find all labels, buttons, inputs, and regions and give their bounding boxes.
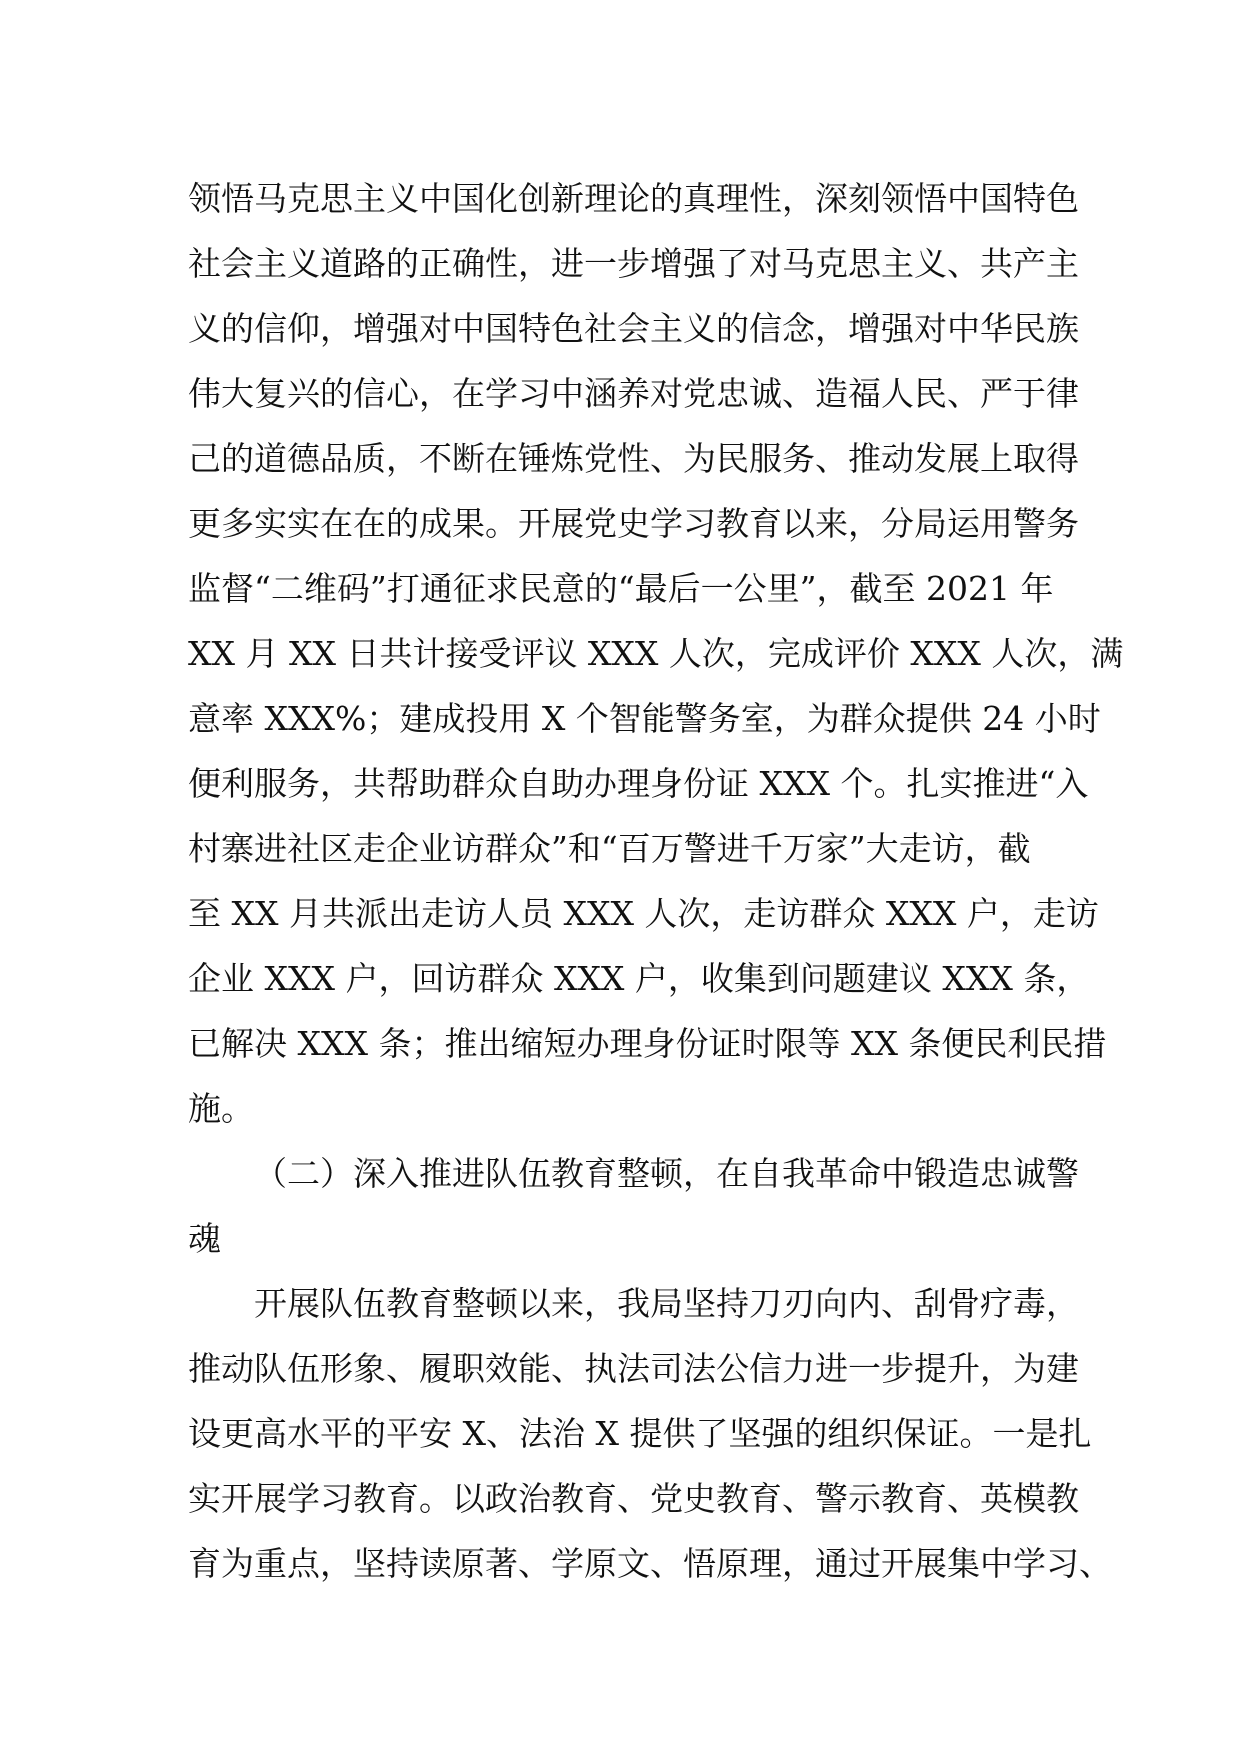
section-heading-line: （二）深入推进队伍教育整顿，在自我革命中锻造忠诚警 xyxy=(254,1154,1079,1193)
text-line: XX 月 XX 日共计接受评议 XXX 人次，完成评价 XXX 人次，满 xyxy=(188,634,1124,673)
text-line: 推动队伍形象、履职效能、执法司法公信力进一步提升，为建 xyxy=(188,1349,1079,1388)
text-line: 社会主义道路的正确性，进一步增强了对马克思主义、共产主 xyxy=(188,244,1079,283)
text-line: 村寨进社区走企业访群众”和“百万警进千万家”大走访，截 xyxy=(188,829,1031,868)
text-line: 己的道德品质，不断在锤炼党性、为民服务、推动发展上取得 xyxy=(188,439,1079,478)
section-heading-line: 魂 xyxy=(188,1219,221,1258)
document-body xyxy=(188,166,1124,1596)
text-line: 企业 XXX 户，回访群众 XXX 户，收集到问题建议 XXX 条， xyxy=(188,959,1090,998)
text-line: 伟大复兴的信心，在学习中涵养对党忠诚、造福人民、严于律 xyxy=(188,374,1079,413)
text-line: 更多实实在在的成果。开展党史学习教育以来，分局运用警务 xyxy=(188,504,1079,543)
text-line: 至 XX 月共派出走访人员 XXX 人次，走访群众 XXX 户，走访 xyxy=(188,894,1099,933)
text-line: 实开展学习教育。以政治教育、党史教育、警示教育、英模教 xyxy=(188,1479,1079,1518)
text-line: 义的信仰，增强对中国特色社会主义的信念，增强对中华民族 xyxy=(188,309,1079,348)
text-line: 意率 XXX%；建成投用 X 个智能警务室，为群众提供 24 小时 xyxy=(188,699,1101,738)
text-line: 设更高水平的平安 X、法治 X 提供了坚强的组织保证。一是扎 xyxy=(188,1414,1092,1453)
text-line: 育为重点，坚持读原著、学原文、悟原理，通过开展集中学习、 xyxy=(188,1544,1112,1583)
text-line: 领悟马克思主义中国化创新理论的真理性，深刻领悟中国特色 xyxy=(188,179,1079,218)
text-line: 开展队伍教育整顿以来，我局坚持刀刃向内、刮骨疗毒， xyxy=(254,1284,1079,1323)
text-line: 便利服务，共帮助群众自助办理身份证 XXX 个。扎实推进“入 xyxy=(188,764,1089,803)
text-line: 已解决 XXX 条；推出缩短办理身份证时限等 XX 条便民利民措 xyxy=(188,1024,1107,1063)
text-line: 监督“二维码”打通征求民意的“最后一公里”，截至 2021 年 xyxy=(188,569,1054,608)
text-line: 施。 xyxy=(188,1089,254,1128)
